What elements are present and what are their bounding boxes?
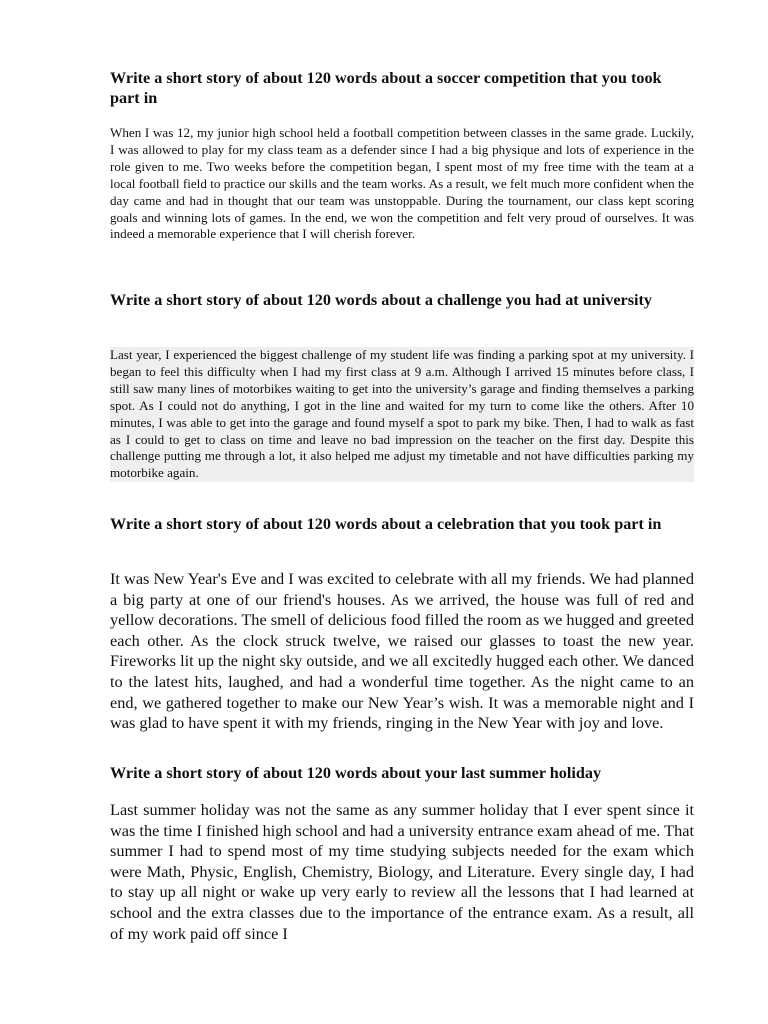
section-body-soccer: When I was 12, my junior high school held a football competition between classes in the same grade. Luckily, I was allowed to play for my class team as a defender since I had a big physique and lots of experience in the role given to me. Two weeks before the competition began, I spent most of my free time with the team at a local football field to practice our skills and the team works. As a result, we felt much more confident when the day came and had in thought that our team was unstoppable. During the tournament, our class kept scoring goals and winning lots of games. In the end, we won the competition and felt very proud of ourselves. It was indeed a memorable experience that I will cherish forever.	[110, 125, 694, 242]
section-heading-summer: Write a short story of about 120 words about your last summer holiday	[110, 764, 602, 782]
section-heading-celebration: Write a short story of about 120 words about a celebration that you took part in	[110, 515, 662, 533]
section-heading-soccer: Write a short story of about 120 words about a soccer competition that you took part in	[110, 69, 662, 107]
section-body-university: Last year, I experienced the biggest challenge of my student life was finding a parking spot at my university. I began to feel this difficulty when I had my first class at 9 a.m. Although I arrived 15 minutes before class, I still saw many lines of motorbikes waiting to get into the university’s garage and finding themselves a parking spot. As I could not do anything, I got in the line and waited for my turn to come like the others. After 10 minutes, I was able to get into the garage and found myself a spot to park my bike. Then, I had to walk as fast as I could to get to class on time and leave no bad impression on the teacher on the first day. Despite this challenge putting me through a lot, it also helped me adjust my timetable and not have difficulties parking my motorbike again.	[110, 347, 694, 481]
section-heading-university: Write a short story of about 120 words about a challenge you had at university	[110, 291, 652, 309]
section-body-celebration: It was New Year's Eve and I was excited to celebrate with all my friends. We had planned a big party at one of our friend's houses. As we arrived, the house was full of red and yellow decorations. The smell of delicious food filled the room as we hugged and greeted each other. As the clock struck twelve, we raised our glasses to toast the new year. Fireworks lit up the night sky outside, and we all excitedly hugged each other. We danced to the latest hits, laughed, and had a wonderful time together. As the night came to an end, we gathered together to make our New Year’s wish. It was a memorable night and I was glad to have spent it with my friends, ringing in the New Year with joy and love.	[110, 569, 694, 733]
section-body-summer: Last summer holiday was not the same as any summer holiday that I ever spent since it was the time I finished high school and had a university entrance exam ahead of me. That summer I had to spend most of my time studying subjects needed for the exam which were Math, Physic, English, Chemistry, Biology, and Literature. Every single day, I had to stay up all night or wake up very early to review all the lessons that I had learned at school and the extra classes due to the importance of the entrance exam. As a result, all of my work paid off since I	[110, 800, 694, 943]
